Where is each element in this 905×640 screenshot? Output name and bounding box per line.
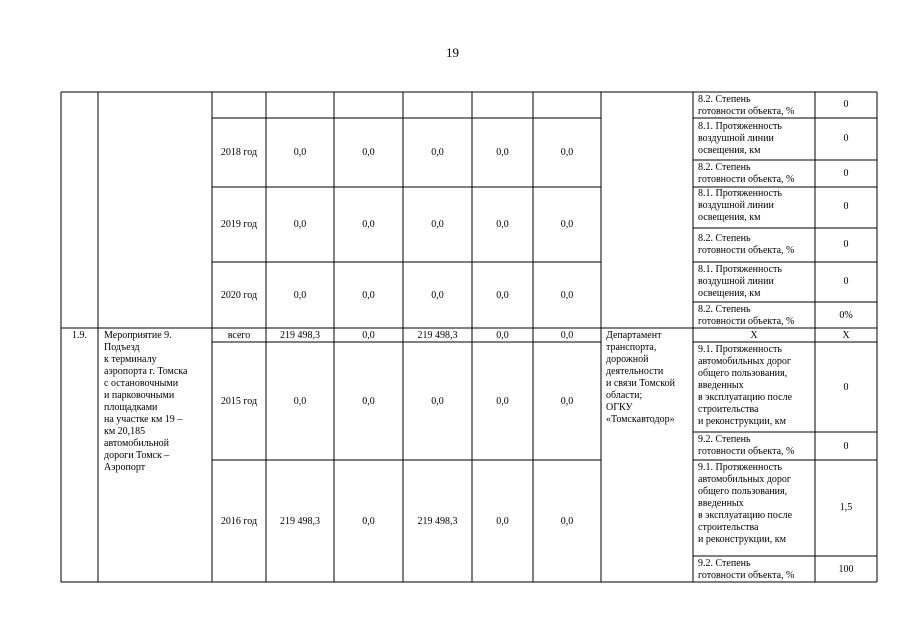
cell-total-col4: 0,0: [560, 330, 574, 341]
indicator-name: 8.1. Протяженность воздушной линии освещения, км: [698, 264, 782, 299]
indicator-value: 0: [843, 239, 849, 250]
cell-2020-col4: 0,0: [560, 290, 574, 301]
indicator-name: 8.2. Степень готовности объекта, %: [698, 304, 795, 327]
indicator-name: 9.2. Степень готовности объекта, %: [698, 558, 795, 581]
cell-2018-col4: 0,0: [560, 147, 574, 158]
cell-2019-col3: 0,0: [496, 219, 509, 230]
indicator-name: 8.2. Степень готовности объекта, %: [698, 162, 795, 185]
indicator-value: 0: [843, 276, 849, 287]
measure-executor: Департамент транспорта, дорожной деятельности и связи Томской области; ОГКУ «Томскавтодор»: [606, 330, 675, 425]
measure-name: Мероприятие 9. Подъезд к терминалу аэропорта г. Томска с остановочными и парковочными площадками на участке км 19 – км 20,185 автомобильной дороги Томск – Аэропорт: [104, 330, 188, 473]
year-2018: 2018 год: [220, 147, 258, 158]
cell-2015-col1: 0,0: [362, 396, 375, 407]
cell-total-col2: 219 498,3: [417, 330, 458, 341]
cell-2019-col2: 0,0: [431, 219, 444, 230]
indicator-name: 9.1. Протяженность автомобильных дорог общего пользования, введенных в эксплуатацию после строительства и реконструкции, км: [698, 462, 793, 545]
cell-2016-col3: 0,0: [496, 516, 509, 527]
cell-2016-total: 219 498,3: [280, 516, 320, 527]
cell-total-col1: 0,0: [362, 330, 375, 341]
cell-2018-col3: 0,0: [496, 147, 509, 158]
year-2019: 2019 год: [220, 219, 258, 230]
cell-2018-col1: 0,0: [362, 147, 375, 158]
cell-2019-col1: 0,0: [362, 219, 375, 230]
indicator-name: 9.2. Степень готовности объекта, %: [698, 434, 795, 457]
cell-total-col3: 0,0: [496, 330, 509, 341]
indicator-name: 8.2. Степень готовности объекта, %: [698, 94, 795, 117]
cell-2018-col2: 0,0: [431, 147, 444, 158]
indicator-value: 0%: [839, 310, 853, 321]
indicator-name: 8.1. Протяженность воздушной линии освещения, км: [698, 121, 782, 156]
cell-2016-col2: 219 498,3: [417, 516, 458, 527]
year-total: всего: [227, 330, 251, 341]
year-2016: 2016 год: [220, 516, 258, 527]
cell-2020-total: 0,0: [293, 290, 307, 301]
indicator-value: Х: [842, 330, 850, 341]
year-2020: 2020 год: [220, 290, 258, 301]
cell-2016-col4: 0,0: [560, 516, 574, 527]
cell-2020-col3: 0,0: [496, 290, 509, 301]
year-2015: 2015 год: [220, 396, 258, 407]
indicator-value: 0: [843, 168, 849, 179]
indicator-name: 9.1. Протяженность автомобильных дорог общего пользования, введенных в эксплуатацию после строительства и реконструкции, км: [698, 344, 793, 427]
cell-2020-col1: 0,0: [362, 290, 375, 301]
cell-2019-col4: 0,0: [560, 219, 574, 230]
indicator-value: 0: [843, 133, 849, 144]
indicator-value: 0: [843, 382, 849, 393]
measure-number: 1.9.: [72, 330, 87, 341]
indicator-value: 1,5: [839, 502, 853, 513]
indicator-value: 0: [843, 201, 849, 212]
cell-2020-col2: 0,0: [431, 290, 444, 301]
indicator-name: 8.1. Протяженность воздушной линии освещения, км: [698, 188, 782, 223]
cell-2015-total: 0,0: [293, 396, 307, 407]
indicator-value: 0: [843, 441, 849, 452]
indicator-value: 0: [843, 99, 849, 110]
cell-2019-total: 0,0: [293, 219, 307, 230]
cell-2015-col3: 0,0: [496, 396, 509, 407]
cell-total-total: 219 498,3: [280, 330, 320, 341]
indicator-name: 8.2. Степень готовности объекта, %: [698, 233, 795, 256]
page-number: 19: [446, 45, 459, 60]
cell-2018-total: 0,0: [293, 147, 307, 158]
cell-2015-col2: 0,0: [431, 396, 444, 407]
indicator-name: Х: [750, 330, 758, 341]
indicator-value: 100: [838, 564, 854, 575]
cell-2015-col4: 0,0: [560, 396, 574, 407]
cell-2016-col1: 0,0: [362, 516, 375, 527]
